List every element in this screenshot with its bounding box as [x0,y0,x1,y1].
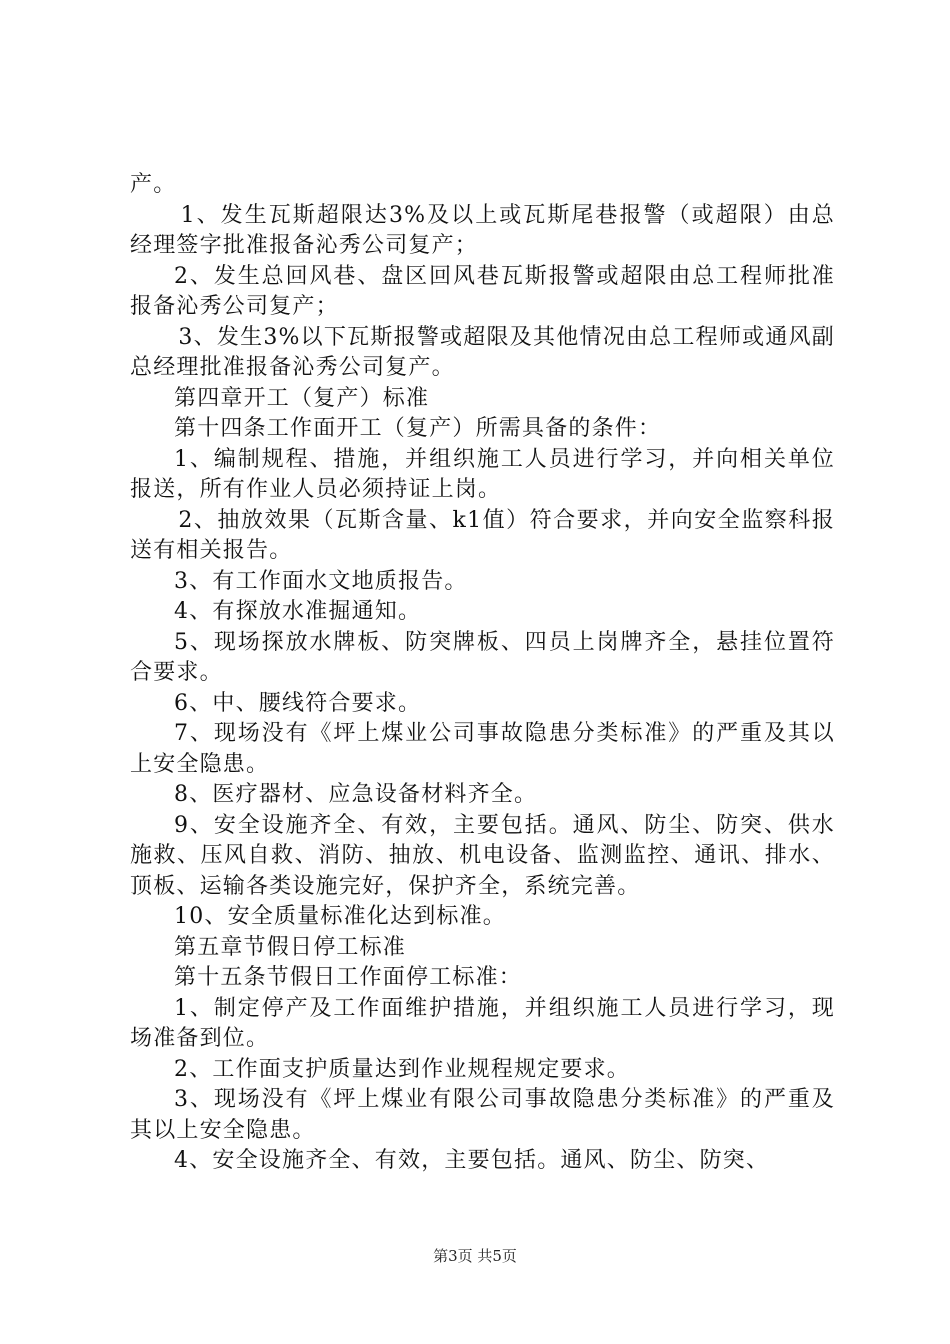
paragraph: 2、抽放效果（瓦斯含量、k1值）符合要求，并向安全监察科报送有相关报告。 [130,507,835,563]
paragraph: 第十四条工作面开工（复产）所需具备的条件： [174,416,662,441]
paragraph: 1、发生瓦斯超限达3%及以上或瓦斯尾巷报警（或超限）由总经理签字批准报备沁秀公司复产； [130,202,835,258]
paragraph: 1、编制规程、措施，并组织施工人员进行学习，并向相关单位报送，所有作业人员必须持证上岗。 [130,446,835,502]
paragraph: 2、发生总回风巷、盘区回风巷瓦斯报警或超限由总工程师批准报备沁秀公司复产； [130,263,835,319]
paragraph: 2、工作面支护质量达到作业规程规定要求。 [174,1056,630,1082]
paragraph: 4、有探放水准掘通知。 [174,599,422,624]
paragraph: 第四章开工（复产）标准 [174,385,430,411]
document-body [130,170,835,1177]
paragraph: 第五章节假日停工标准 [174,934,407,960]
paragraph: 7、现场没有《坪上煤业公司事故隐患分类标准》的严重及其以上安全隐患。 [130,721,835,777]
paragraph: 10、安全质量标准化达到标准。 [174,904,506,929]
paragraph: 8、医疗器材、应急设备材料齐全。 [174,782,538,807]
paragraph: 3、有工作面水文地质报告。 [174,568,468,594]
paragraph: 3、发生3%以下瓦斯报警或超限及其他情况由总工程师或通风副总经理批准报备沁秀公司复产。 [130,324,835,380]
paragraph: 6、中、腰线符合要求。 [174,690,422,716]
paragraph: 3、现场没有《坪上煤业有限公司事故隐患分类标准》的严重及其以上安全隐患。 [130,1087,835,1143]
paragraph: 4、安全设施齐全、有效，主要包括。通风、防尘、防突、 [174,1148,770,1173]
paragraph: 5、现场探放水牌板、防突牌板、四员上岗牌齐全，悬挂位置符合要求。 [130,629,835,685]
paragraph: 1、制定停产及工作面维护措施，并组织施工人员进行学习，现场准备到位。 [130,995,835,1051]
paragraph: 9、安全设施齐全、有效，主要包括。通风、防尘、防突、供水施救、压风自救、消防、抽放、机电设备、监测监控、通讯、排水、顶板、运输各类设施完好，保护齐全，系统完善。 [130,812,835,899]
paragraph: 产。 [130,172,177,197]
paragraph: 第十五条节假日工作面停工标准： [174,965,523,990]
page-footer: 第3页 共5页 [433,1247,517,1265]
